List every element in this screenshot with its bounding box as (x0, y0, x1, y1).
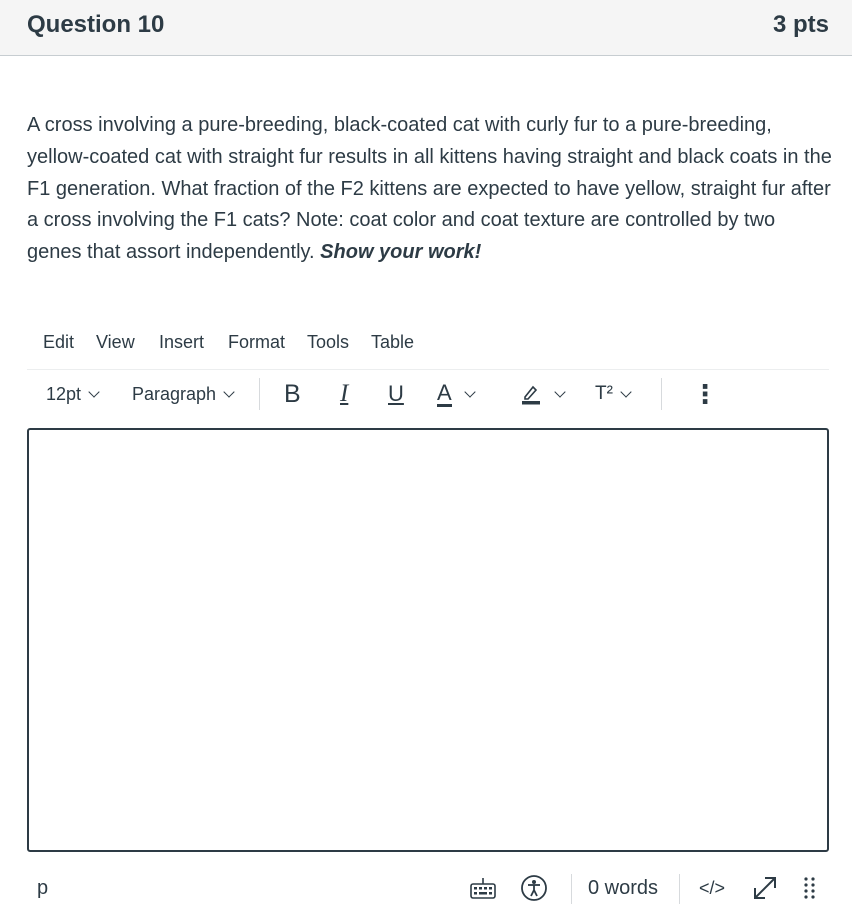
question-header (0, 0, 852, 56)
fullscreen-button[interactable] (750, 866, 780, 910)
rich-text-editor[interactable] (27, 428, 829, 852)
menu-format[interactable]: Format (228, 332, 286, 352)
underline-button[interactable] (388, 372, 404, 416)
text-color-button[interactable] (437, 372, 474, 416)
chevron-down-icon (620, 386, 631, 397)
toolbar-divider (661, 378, 662, 410)
superscript-button[interactable] (595, 372, 630, 416)
question-body: A cross involving a pure-breeding, black-coated cat with curly fur to a pure-breeding, yellow-coated cat with straight fur results in all kittens having straight and black coats in the F1 generation. What fraction of the F2 kittens are expected to have yellow, straight fur after a cross involving the F1 cats? Note: coat color and coat texture are controlled by two genes that assort independently. (27, 114, 832, 264)
chevron-down-icon (554, 386, 565, 397)
question-title: Question 10 (27, 11, 165, 38)
block-format-value: Paragraph (132, 383, 217, 404)
resize-handle[interactable] (803, 866, 817, 910)
superscript-label: T² (595, 383, 613, 404)
block-format-dropdown[interactable] (132, 372, 233, 416)
chevron-down-icon (223, 386, 234, 397)
highlight-icon (520, 383, 542, 405)
underline-label: U (388, 381, 404, 406)
editor-statusbar (27, 866, 829, 910)
chevron-down-icon (464, 386, 475, 397)
drag-handle-icon (803, 875, 817, 901)
html-editor-toggle[interactable]: </> (699, 877, 726, 898)
menu-edit[interactable]: Edit (43, 332, 75, 352)
font-size-dropdown[interactable] (46, 372, 98, 416)
menu-table[interactable]: Table (371, 332, 415, 352)
font-size-value: 12pt (46, 383, 82, 404)
question-points: 3 pts (772, 11, 829, 38)
keyboard-shortcuts-button[interactable] (469, 866, 497, 910)
bold-label: B (284, 379, 301, 408)
accessibility-checker-button[interactable] (520, 866, 548, 910)
editor-menubar (27, 330, 829, 370)
menu-insert[interactable]: Insert (159, 332, 205, 352)
highlight-color-button[interactable] (520, 372, 564, 416)
question-text (27, 110, 832, 269)
keyboard-icon (469, 876, 497, 900)
menu-view[interactable]: View (96, 332, 135, 352)
menu-tools[interactable]: Tools (307, 332, 350, 352)
statusbar-divider (571, 874, 572, 904)
editor-toolbar (27, 372, 829, 418)
word-count[interactable]: 0 words (588, 876, 659, 899)
italic-label: I (340, 380, 349, 407)
statusbar-divider (679, 874, 680, 904)
fullscreen-icon (750, 873, 780, 903)
chevron-down-icon (88, 386, 99, 397)
toolbar-divider (259, 378, 260, 410)
italic-button[interactable] (340, 372, 348, 416)
element-path[interactable]: p (37, 876, 49, 899)
accessibility-icon (520, 874, 548, 902)
question-emphasis: Show your work! (320, 241, 482, 264)
more-options-button[interactable] (692, 372, 718, 416)
more-vertical-icon: ⋮ (692, 378, 718, 409)
bold-button[interactable] (284, 372, 301, 416)
text-color-label: A (437, 379, 452, 405)
